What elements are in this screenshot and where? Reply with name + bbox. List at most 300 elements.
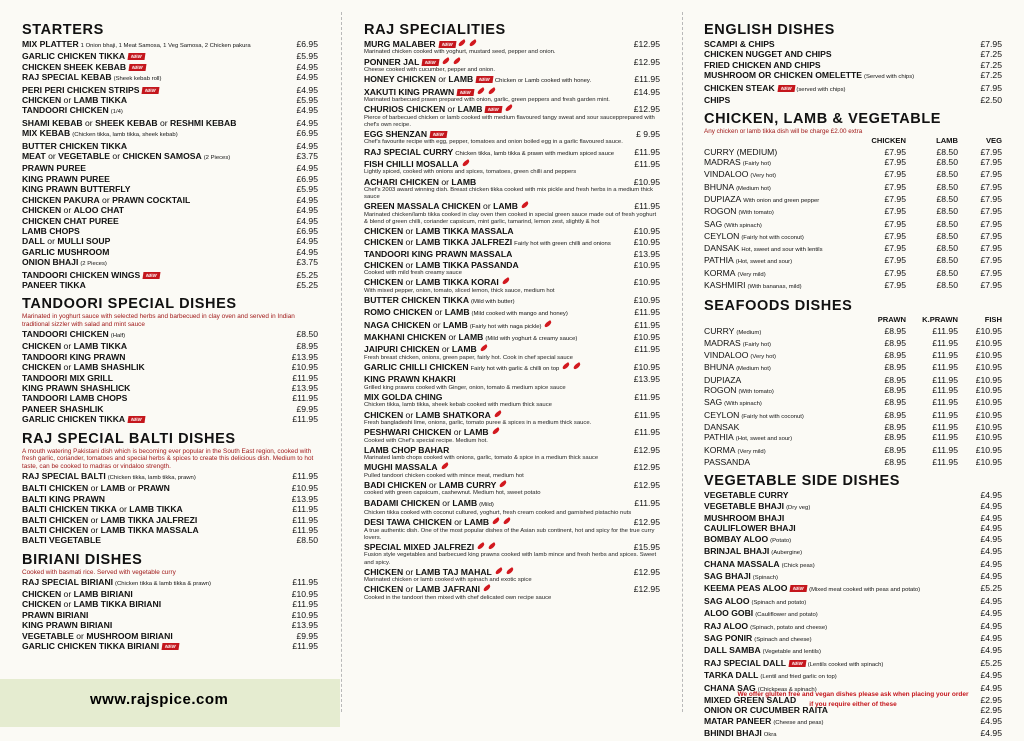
dish-price: £8.95 <box>884 397 906 408</box>
menu-column-3 <box>704 0 1002 739</box>
menu-item <box>22 62 318 72</box>
column-divider <box>682 12 683 712</box>
dish-price: £10.95 <box>975 350 1002 361</box>
dish-price: £8.95 <box>884 409 906 420</box>
item-price: £4.95 <box>980 633 1002 644</box>
item-price: £12.95 <box>633 517 660 528</box>
item-note: (Mild cooked with mango and honey) <box>471 311 568 318</box>
item-price: £11.95 <box>292 372 318 383</box>
item-price: £13.95 <box>633 374 660 385</box>
price-table-row <box>704 432 1002 444</box>
item-price: £5.25 <box>296 269 318 280</box>
dish-name: MADRAS (Fairly hot) <box>704 157 771 168</box>
menu-item <box>22 39 318 51</box>
price-table-header <box>704 315 1002 325</box>
dish-name: KORMA (Very mild) <box>704 267 766 278</box>
item-note: (1/4) <box>110 109 123 116</box>
item-name: BADI CHICKEN or LAMB CURRY <box>364 480 626 490</box>
menu-item <box>22 631 318 641</box>
dish-price: £7.95 <box>884 193 906 204</box>
item-price: £10.95 <box>291 483 318 494</box>
item-name: CHANA MASSALA (Chick peas) <box>704 558 815 569</box>
item-name: CHIPS <box>704 95 731 106</box>
menu-item <box>22 95 318 105</box>
menu-item <box>704 670 1002 682</box>
item-price: £11.95 <box>634 307 660 318</box>
menu-item <box>704 39 1002 49</box>
item-description: Chef's favourite recipe with egg, pepper, tomatoes and onion boiled egg in a garlic flavoured sauce. <box>364 139 623 146</box>
menu-item <box>704 633 1002 645</box>
item-price: £4.95 <box>296 117 318 128</box>
item-name: PRAWN PUREE <box>22 163 86 174</box>
item-name: NAGA CHICKEN or LAMB (Fairly hot with naga pickle) <box>364 320 626 332</box>
item-price: £5.25 <box>296 279 318 290</box>
menu-item <box>22 141 318 151</box>
item-price: £2.50 <box>980 95 1002 106</box>
item-note: (Mild with butter) <box>471 298 515 305</box>
item-name: MIX PLATTER 1 Onion bhaji, 1 Meat Samosa, 1 Veg Samosa, 2 Chicken pakura <box>22 39 251 49</box>
item-note: (Half) <box>110 332 126 339</box>
menu-item <box>22 362 318 372</box>
item-name: FISH CHILLI MOSALLA <box>364 159 626 169</box>
item-price: £10.95 <box>633 277 660 288</box>
connector-word: or <box>110 151 123 162</box>
connector-word: or <box>426 480 439 491</box>
dish-name: KASHMIRI (With bananas, mild) <box>704 280 802 290</box>
dish-note: Hot, sweet and sour with lentils <box>741 247 823 254</box>
item-name: KING PRAWN KHAKRI <box>364 374 456 385</box>
chili-icon <box>479 344 488 352</box>
item-name: BRINJAL BHAJI (Aubergine) <box>704 546 803 557</box>
item-description: Fresh breast chicken, onions, green paper, fairly hot. Cook in chef special sauce <box>364 354 573 361</box>
item-price: £4.95 <box>980 571 1002 581</box>
dish-note: (Medium hot) <box>736 366 771 373</box>
item-name: KING PRAWN PUREE <box>22 173 110 184</box>
menu-item <box>364 57 660 67</box>
dish-price: £11.95 <box>932 325 958 336</box>
dish-price: £8.50 <box>936 193 958 204</box>
item-note: (Cauliflower and potato) <box>755 612 818 619</box>
item-name: DESI TAWA CHICKEN or LAMB <box>364 517 626 527</box>
price-table-row <box>704 219 1002 231</box>
dish-price: £11.95 <box>932 432 958 443</box>
chili-icon <box>493 410 502 418</box>
menu-item <box>364 374 660 384</box>
item-price: £11.95 <box>292 641 318 652</box>
connector-word: or <box>88 483 101 494</box>
column-divider <box>341 12 342 712</box>
item-name: CHICKEN CHAT PUREE <box>22 215 119 226</box>
dish-price: £7.95 <box>884 255 906 266</box>
menu-item <box>704 60 1002 70</box>
item-name: CHICKEN or LAMB TIKKA JALFREZI Fairly hot with green chilli and onions <box>364 236 611 247</box>
item-name: LAMB CHOP BAHAR <box>364 444 450 455</box>
item-note: (Sheek kebab roll) <box>113 76 162 83</box>
section-title-specialities: RAJ SPECIALITIES <box>364 22 506 38</box>
dish-name: CEYLON (Fairly hot with coconut) <box>704 230 804 241</box>
connector-word: or <box>445 104 458 115</box>
dish-name: CURRY (Medium) <box>704 325 762 336</box>
item-price: £ 9.95 <box>636 129 660 140</box>
item-price: £5.25 <box>980 657 1002 668</box>
dish-price: £11.95 <box>932 397 958 408</box>
dish-note: (Very hot) <box>750 354 776 361</box>
dish-price: £7.95 <box>980 157 1002 168</box>
chili-icon <box>442 57 451 65</box>
item-name: PERI PERI CHICKEN STRIPS NEW <box>22 85 284 95</box>
chili-icon <box>440 462 449 470</box>
item-name: CHICKEN or LAMB TAJ MAHAL <box>364 567 626 577</box>
item-name: BOMBAY ALOO (Potato) <box>704 533 792 544</box>
connector-word: or <box>61 362 74 373</box>
dietary-note <box>704 690 1002 710</box>
dish-name: SAG (With spinach) <box>704 397 762 408</box>
item-price: £12.95 <box>633 480 660 491</box>
dish-price: £8.50 <box>936 146 958 157</box>
item-price: £8.50 <box>296 535 318 546</box>
item-description: Fusion style vegetables and barbecued king prawns cooked with lamb mince and fresh herbs and spices. Sweet and spicy. <box>364 552 657 566</box>
price-table-row <box>704 231 1002 243</box>
column-header: K.PRAWN <box>922 315 958 325</box>
item-price: £10.95 <box>633 226 660 237</box>
chili-icon <box>562 362 571 370</box>
item-name: MEAT or VEGETABLE or CHICKEN SAMOSA (2 Pieces) <box>22 151 231 162</box>
dish-price: £8.95 <box>884 325 906 336</box>
section-description: A mouth watering Pakistani dish which is becoming ever popular in the South East region, cooked with fresh garlic, coriander, tomatoes and special herbs & spices to create this delicious dish. Medium to hot taste, can be cooked to madras or vindaloo strength. <box>22 447 314 471</box>
dish-price: £8.50 <box>936 169 958 180</box>
menu-column-1 <box>22 0 318 727</box>
item-price: £9.95 <box>296 403 318 414</box>
new-badge: NEW <box>128 53 146 60</box>
dish-price: £8.95 <box>884 362 906 373</box>
dish-note: (Medium) <box>736 329 762 336</box>
menu-item <box>364 147 660 159</box>
dish-price: £10.95 <box>975 337 1002 348</box>
connector-word: or <box>480 201 494 212</box>
dish-note: (Very mild) <box>737 271 766 278</box>
item-description: Chef's 2003 award winning dish. Breast chicken tikka cooked with mix pickle and fresh herbs in a medium thick sauce <box>364 187 653 201</box>
price-table-row <box>704 147 1002 157</box>
menu-item <box>364 542 660 552</box>
chili-icon <box>483 585 492 593</box>
item-description: cooked with green capsicum, cashewnut. Medium hot, sweet potato <box>364 490 541 497</box>
dish-name: CURRY (MEDIUM) <box>704 146 778 157</box>
item-price: £4.95 <box>296 236 318 247</box>
dish-name: CEYLON (Fairly hot with coconut) <box>704 409 804 420</box>
menu-item <box>364 39 660 49</box>
menu-item <box>22 247 318 257</box>
item-note: Fairly hot with green chilli and onions <box>514 240 611 247</box>
dish-name: DANSAK <box>704 421 740 432</box>
dish-price: £8.95 <box>884 385 906 396</box>
item-name: SAG BHAJI (Spinach) <box>704 571 779 581</box>
item-name: EGG SHENZAN NEW <box>364 129 626 139</box>
menu-item <box>22 404 318 414</box>
item-note: (Mild) <box>479 501 494 508</box>
dish-price: £11.95 <box>932 421 958 432</box>
item-price: £13.95 <box>633 249 660 260</box>
item-note: Okra <box>763 732 777 739</box>
price-table-row <box>704 182 1002 194</box>
item-price: £6.95 <box>296 173 318 184</box>
item-name: KING PRAWN SHASHLICK <box>22 382 131 393</box>
item-description: Marinated lamb chops cooked with onions, garlic, tomato & spice in a medium thick sauce <box>364 455 599 462</box>
item-name: ACHARI CHICKEN or LAMB <box>364 176 477 187</box>
menu-item <box>704 728 1002 740</box>
menu-item <box>22 257 318 269</box>
item-note: (Chickpeas & spinach) <box>757 686 817 693</box>
item-name: DALL or MULLI SOUP <box>22 236 111 247</box>
item-name: CHICKEN or LAMB SHASHLIK <box>22 362 145 373</box>
item-name: CHICKEN or LAMB TIKKA <box>22 95 128 106</box>
dish-price: £7.95 <box>980 169 1002 180</box>
item-name: RAJ SPECIAL BIRIANI (Chicken tikka & lamb tikka & prawn) <box>22 576 211 587</box>
item-name: TANDOORI CHICKEN (1/4) <box>22 105 123 116</box>
chili-icon <box>491 427 500 435</box>
menu-item <box>364 584 660 594</box>
item-price: £13.95 <box>291 382 318 393</box>
item-price: £5.25 <box>980 583 1002 594</box>
item-name: FRIED CHICKEN AND CHIPS <box>704 59 821 70</box>
dish-price: £10.95 <box>975 444 1002 455</box>
menu-item <box>364 201 660 211</box>
menu-item <box>22 471 318 483</box>
item-price: £11.95 <box>292 514 318 525</box>
item-note: (2 Pieces) <box>80 261 107 268</box>
item-price: £10.95 <box>633 176 660 187</box>
connector-word: or <box>61 205 74 216</box>
item-price: £13.95 <box>291 620 318 631</box>
item-name: VEGETABLE or MUSHROOM BIRIANI <box>22 630 173 641</box>
item-price: £14.95 <box>633 86 660 97</box>
menu-item <box>22 118 318 128</box>
menu-item <box>364 74 660 86</box>
price-table-row <box>704 338 1002 350</box>
item-note: Fairly hot with garlic & chilli on top <box>470 365 560 372</box>
new-badge: NEW <box>788 660 806 667</box>
menu-item <box>704 83 1002 95</box>
menu-item <box>22 535 318 545</box>
menu-item <box>22 414 318 424</box>
menu-item <box>364 260 660 270</box>
item-price: £13.95 <box>291 351 318 362</box>
chili-icon <box>492 517 501 525</box>
item-name: PESHWARI CHICKEN or LAMB <box>364 427 626 437</box>
section-title-english: ENGLISH DISHES <box>704 22 835 38</box>
dietary-note-line: if you require either of these <box>809 701 897 708</box>
chili-icon <box>461 159 470 167</box>
item-name: CHICKEN or LAMB JAFRANI <box>364 584 626 594</box>
dish-price: £11.95 <box>932 456 958 467</box>
chili-icon <box>499 480 508 488</box>
new-badge: NEW <box>422 59 440 66</box>
item-price: £4.95 <box>980 595 1002 606</box>
section-description: Marinated in yoghurt sauce with selected herbs and barbecued in clay oven and served in Indian traditional sizzler with salad and mint sauce <box>22 313 295 329</box>
menu-item <box>704 621 1002 633</box>
item-name: CHICKEN or LAMB BIRIANI <box>22 589 133 600</box>
connector-word: or <box>439 497 453 508</box>
dish-price: £11.95 <box>932 444 958 455</box>
item-price: £12.95 <box>633 56 660 67</box>
price-table-row <box>704 243 1002 255</box>
item-price: £12.95 <box>633 104 660 115</box>
item-price: £6.95 <box>296 39 318 49</box>
item-description: Chicken tikka, lamb tikka, sheek kebab cooked with medium thick sauce <box>364 402 552 409</box>
item-price: £7.95 <box>980 39 1002 49</box>
new-badge: NEW <box>162 643 180 650</box>
item-name: MIX GOLDA CHING <box>364 391 443 402</box>
item-price: £4.95 <box>980 558 1002 569</box>
item-name: BALTI CHICKEN or LAMB TIKKA MASSALA <box>22 525 199 536</box>
item-price: £7.25 <box>980 59 1002 70</box>
item-name: CHICKEN or LAMB TIKKA KORAI <box>364 277 626 287</box>
connector-word: or <box>438 176 452 187</box>
connector-word: or <box>439 344 452 355</box>
item-price: £11.95 <box>634 391 660 402</box>
item-note: (Lentils cooked with spinach) <box>807 661 884 668</box>
item-price: £4.95 <box>980 546 1002 557</box>
menu-item <box>364 307 660 319</box>
menu-item <box>364 159 660 169</box>
menu-item <box>22 383 318 393</box>
item-name: SPECIAL MIXED JALFREZI <box>364 542 626 552</box>
chili-icon <box>520 202 529 210</box>
menu-item <box>22 589 318 599</box>
item-note: Chicken or Lamb cooked with honey. <box>494 78 592 85</box>
item-name: MURG MALABER NEW <box>364 39 626 49</box>
item-name: PRAWN BIRIANI <box>22 609 89 620</box>
new-badge: NEW <box>438 41 456 48</box>
dish-price: £11.95 <box>932 362 958 373</box>
item-note: (Chicken tikka & lamb tikka & prawn) <box>115 580 211 587</box>
item-name: CAULIFLOWER BHAJI <box>704 523 796 534</box>
dish-price: £8.50 <box>936 267 958 278</box>
section-subtitle: Any chicken or lamb tikka dish will be charge £2.00 extra <box>704 128 863 136</box>
new-badge: NEW <box>476 76 494 83</box>
item-name: SCAMPI & CHIPS <box>704 39 775 49</box>
dish-note: (Hot, sweet and sour) <box>735 259 793 266</box>
item-name: KEEMA PEAS ALOO NEW (Mixed meat cooked with peas and potato) <box>704 583 921 594</box>
dish-name: BHUNA (Medium hot) <box>704 362 771 373</box>
price-table-row <box>704 375 1002 385</box>
dish-name: ROGON (With tomato) <box>704 206 774 217</box>
chili-icon <box>544 320 553 328</box>
dish-name: ROGON (With tomato) <box>704 385 774 396</box>
menu-item <box>364 129 660 139</box>
item-price: £6.95 <box>296 128 318 139</box>
dish-note: (With spinach) <box>724 222 762 229</box>
item-price: £12.95 <box>633 584 660 595</box>
item-price: £10.95 <box>633 331 660 342</box>
menu-item <box>364 480 660 490</box>
dish-note: (Fairly hot) <box>742 341 771 348</box>
dish-price: £7.95 <box>884 280 906 290</box>
chili-icon <box>458 39 467 47</box>
item-price: £10.95 <box>633 259 660 270</box>
menu-item <box>22 85 318 95</box>
item-description: Grilled king prawns cooked with Ginger, onion, tomato & medium spice sauce <box>364 384 566 391</box>
item-price: £11.95 <box>634 74 660 85</box>
item-description: Cooked with Chef's special recipe. Medium hot. <box>364 437 488 444</box>
item-note: (Chick peas) <box>781 562 815 569</box>
connector-word: or <box>73 630 87 641</box>
connector-word: or <box>403 259 416 270</box>
item-name: BUTTER CHICKEN TIKKA (Mild with butter) <box>364 294 515 305</box>
item-note: (Spinach and cheese) <box>754 637 812 644</box>
menu-item <box>364 177 660 187</box>
item-name: GARLIC CHICKEN TIKKA NEW <box>22 414 284 424</box>
menu-item <box>22 599 318 609</box>
item-name: CHICKEN NUGGET AND CHIPS <box>704 49 832 60</box>
item-note: (Potato) <box>770 537 792 544</box>
menu-item <box>704 70 1002 82</box>
item-note: (Spinach) <box>752 575 779 581</box>
item-price: £4.95 <box>980 682 1002 693</box>
connector-word: or <box>451 517 465 528</box>
dish-price: £8.50 <box>936 243 958 254</box>
dish-price: £7.95 <box>884 267 906 278</box>
dish-note: (With bananas, mild) <box>747 284 802 290</box>
chili-icon <box>573 362 582 370</box>
menu-item <box>704 49 1002 59</box>
item-note: (2 Pieces) <box>203 155 231 162</box>
menu-item <box>364 462 660 472</box>
chili-icon <box>488 542 497 550</box>
menu-item <box>704 571 1002 583</box>
dish-name: KORMA (Very mild) <box>704 444 766 455</box>
menu-item <box>364 392 660 402</box>
item-name: KING PRAWN BUTTERFLY <box>22 184 131 195</box>
item-name: TANDOORI CHICKEN (Half) <box>22 328 126 339</box>
item-price: £11.95 <box>292 525 318 536</box>
chili-icon <box>469 39 478 47</box>
item-price: £11.95 <box>634 146 660 157</box>
menu-item <box>22 163 318 173</box>
item-name: GARLIC CHICKEN TIKKA NEW <box>22 51 284 61</box>
dish-name: DUPIAZA With onion and green pepper <box>704 193 820 204</box>
column-header: LAMB <box>936 136 958 146</box>
dish-price: £8.95 <box>884 456 906 467</box>
menu-item <box>22 105 318 117</box>
menu-item <box>704 645 1002 657</box>
item-price: £4.95 <box>296 246 318 257</box>
item-price: £8.95 <box>296 341 318 352</box>
chili-icon <box>501 277 510 285</box>
menu-item <box>364 226 660 236</box>
item-name: ONION BHAJI (2 Pieces) <box>22 257 107 268</box>
item-name: BUTTER CHICKEN TIKKA <box>22 140 128 151</box>
dish-note: (Very hot) <box>750 173 776 180</box>
menu-item <box>364 320 660 332</box>
dish-name: VINDALOO (Very hot) <box>704 350 776 361</box>
menu-item <box>704 716 1002 728</box>
item-price: £4.95 <box>296 194 318 205</box>
item-name: GARLIC CHICKEN TIKKA BIRIANI NEW <box>22 641 284 651</box>
website-url[interactable]: www.rajspice.com <box>90 691 229 708</box>
menu-item <box>22 72 318 84</box>
section-title-starters: STARTERS <box>22 22 104 38</box>
menu-item <box>364 277 660 287</box>
dish-price: £8.50 <box>936 255 958 266</box>
dish-note: (Fairly hot with coconut) <box>741 234 804 241</box>
item-price: £12.95 <box>633 566 660 577</box>
item-note: (Fairly hot with naga pickle) <box>469 323 542 330</box>
item-price: £11.95 <box>634 201 660 212</box>
item-price: £11.95 <box>634 159 660 170</box>
item-price: £12.95 <box>633 444 660 455</box>
dish-price: £8.50 <box>936 206 958 217</box>
connector-word: or <box>61 341 74 352</box>
